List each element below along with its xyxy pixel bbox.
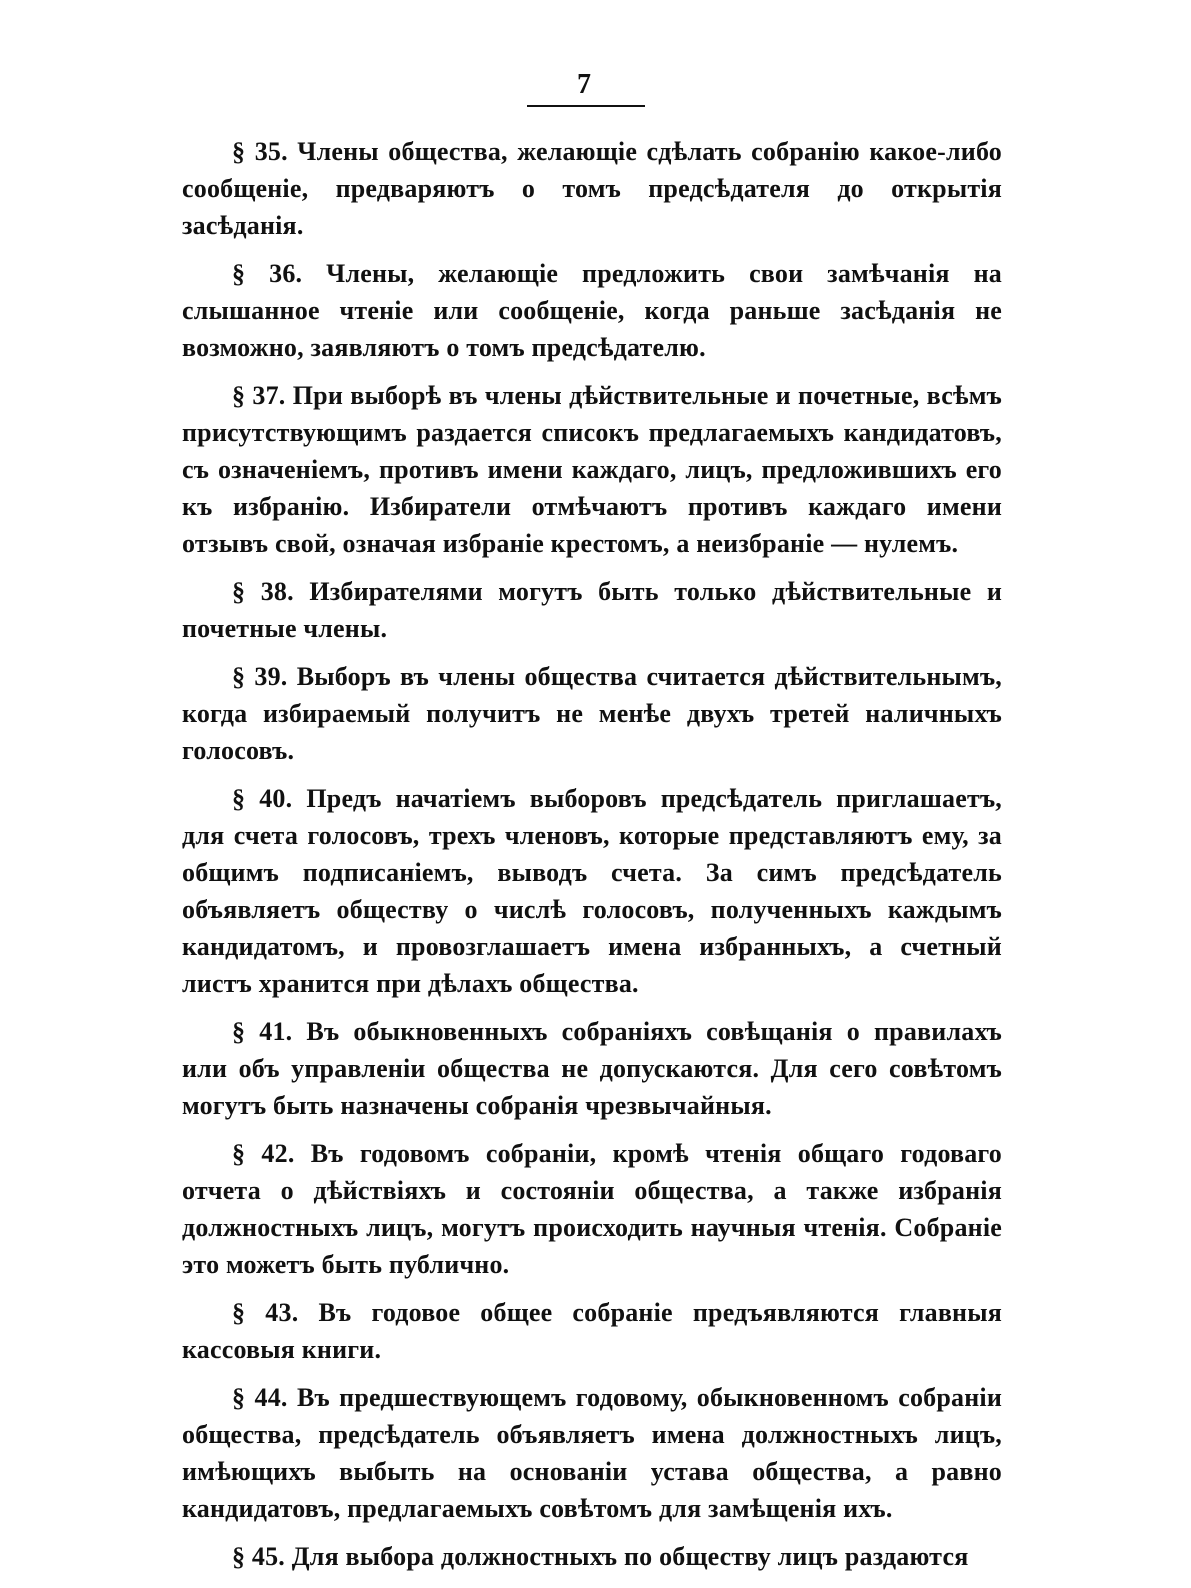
paragraph-36 xyxy=(182,255,1002,366)
paragraph-number: § 35. xyxy=(232,137,288,166)
paragraph-number: § 45. xyxy=(232,1542,285,1571)
paragraph-text: Члены, желающіе предложить свои замѣчанія на слышанное чтеніе или сообщеніе, когда раньше засѣданія не возможно, заявляютъ о томъ предсѣдателю. xyxy=(182,259,1002,362)
paragraph-text: Избирателями могутъ быть только дѣйствительные и почетные члены. xyxy=(182,577,1003,643)
paragraph-38 xyxy=(182,573,1002,647)
paragraph-45 xyxy=(182,1538,1002,1575)
paragraph-number: § 41. xyxy=(232,1017,293,1046)
paragraph-number: § 37. xyxy=(232,381,286,410)
paragraph-text: Выборъ въ члены общества считается дѣйствительнымъ, когда избираемый получитъ не менѣе двухъ третей наличныхъ голосовъ. xyxy=(182,662,1003,765)
paragraph-number: § 39. xyxy=(232,662,288,691)
paragraph-number: § 43. xyxy=(232,1298,299,1327)
page-number: 7 xyxy=(577,69,591,100)
paragraph-number: § 40. xyxy=(232,784,293,813)
header-rule xyxy=(527,105,645,107)
paragraph-text: Въ предшествующемъ годовому, обыкновенномъ собраніи общества, предсѣдатель объявляетъ имена должностныхъ лицъ, имѣющихъ выбыть на основаніи устава общества, а равно кандидатовъ, предлагаемыхъ совѣтомъ для замѣщенія ихъ. xyxy=(182,1383,1003,1523)
paragraph-41 xyxy=(182,1013,1002,1124)
paragraph-text: Для выбора должностныхъ по обществу лицъ раздаются xyxy=(291,1542,969,1571)
paragraph-number: § 44. xyxy=(232,1383,288,1412)
paragraph-text: При выборѣ въ члены дѣйствительные и почетные, всѣмъ присутствующимъ раздается списокъ предлагаемыхъ кандидатовъ, съ означеніемъ, противъ имени каждаго, лицъ, предложившихъ его къ избранію. Избиратели отмѣчаютъ противъ каждаго имени отзывъ свой, означая избраніе крестомъ, а неизбраніе — нулемъ. xyxy=(182,381,1003,558)
paragraph-44 xyxy=(182,1379,1002,1527)
paragraph-43 xyxy=(182,1294,1002,1368)
paragraph-text: Въ годовое общее собраніе предъявляются главныя кассовыя книги. xyxy=(182,1298,1003,1364)
paragraph-40 xyxy=(182,780,1002,1002)
paragraph-number: § 42. xyxy=(232,1139,295,1168)
paragraph-number: § 38. xyxy=(232,577,294,606)
paragraph-text: Предъ начатіемъ выборовъ предсѣдатель приглашаетъ, для счета голосовъ, трехъ членовъ, которые представляютъ ему, за общимъ подписаніемъ, выводъ счета. За симъ предсѣдатель объявляетъ обществу о числѣ голосовъ, полученныхъ каждымъ кандидатомъ, и провозглашаетъ имена избранныхъ, а счетный листъ хранится при дѣлахъ общества. xyxy=(182,784,1003,998)
paragraph-text: Члены общества, желающіе сдѣлать собранію какое-либо сообщеніе, предваряютъ о томъ предсѣдателя до открытія засѣданія. xyxy=(182,137,1002,240)
paragraph-text: Въ обыкновенныхъ собраніяхъ совѣщанія о правилахъ или объ управленіи общества не допускаются. Для сего совѣтомъ могутъ быть назначены собранія чрезвычайныя. xyxy=(182,1017,1003,1120)
paragraph-35 xyxy=(182,133,1002,244)
paragraph-number: § 36. xyxy=(232,259,303,288)
paragraph-37 xyxy=(182,377,1002,562)
body-text xyxy=(182,133,1002,1586)
paragraph-text: Въ годовомъ собраніи, кромѣ чтенія общаго годоваго отчета о дѣйствіяхъ и состояніи общества, а также избранія должностныхъ лицъ, могутъ происходить научныя чтенія. Собраніе это можетъ быть публично. xyxy=(182,1139,1002,1279)
paragraph-42 xyxy=(182,1135,1002,1283)
paragraph-39 xyxy=(182,658,1002,769)
